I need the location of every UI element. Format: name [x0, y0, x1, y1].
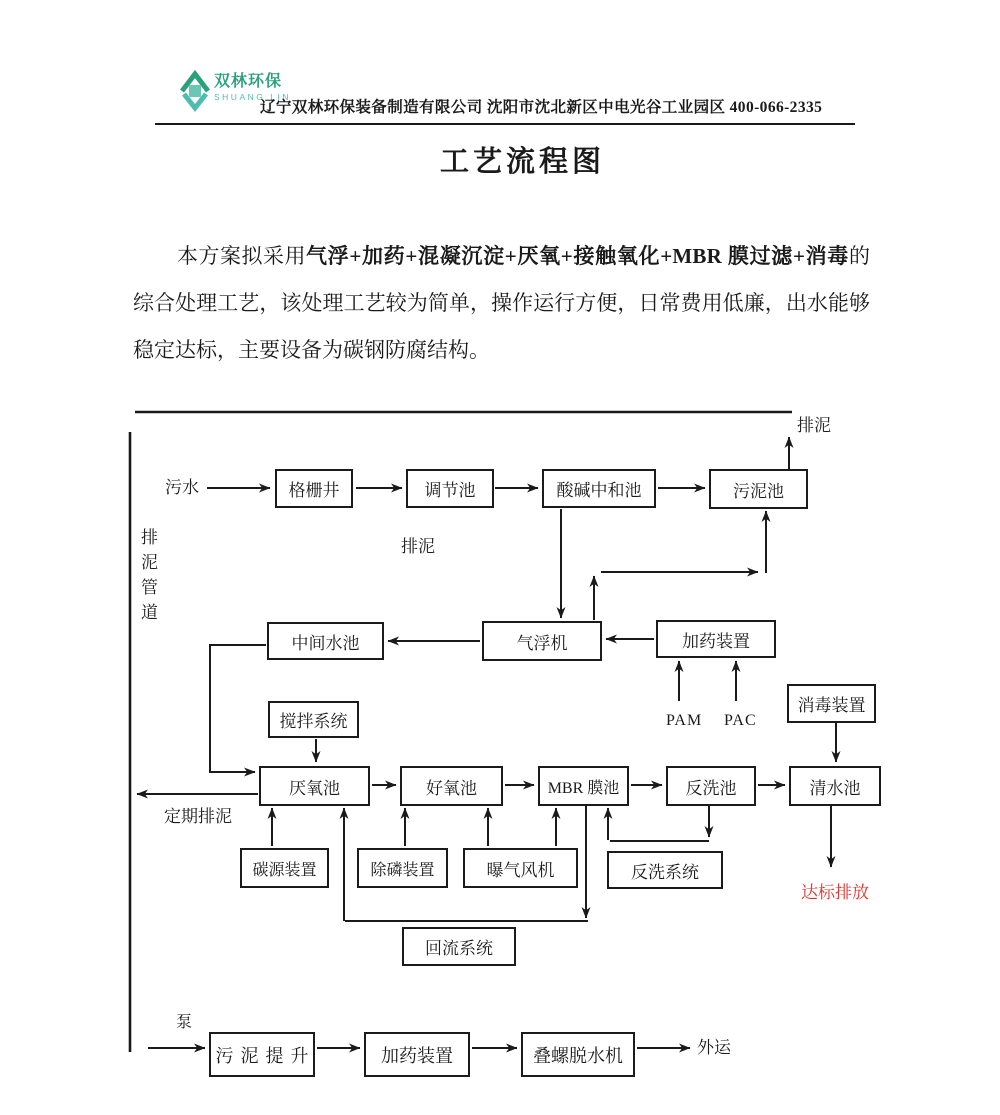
- node-backwash-system: 反洗系统: [607, 851, 723, 889]
- node-air-flotation-machine: 气浮机: [482, 621, 602, 661]
- brand-name-cn: 双林环保: [214, 73, 283, 90]
- company-contact-line: 辽宁双林环保装备制造有限公司 沈阳市沈北新区中电光谷工业园区 400-066-2335: [260, 99, 823, 116]
- node-mbr-membrane-tank: MBR 膜池: [538, 766, 629, 806]
- node-carbon-source-device: 碳源装置: [240, 848, 329, 888]
- intro-tail: 的综合处理工艺，该处理工艺较为简单，操作运行方便，日常费用低廉，出水能够稳定达标，主要设备为碳钢防腐结构。: [133, 244, 870, 362]
- node-screw-dewatering-machine: 叠螺脱水机: [521, 1032, 635, 1077]
- label-discharge: 达标排放: [801, 883, 869, 902]
- node-bar-screen-well: 格栅井: [275, 469, 353, 508]
- page-title: 工艺流程图: [439, 146, 605, 178]
- node-sludge-tank: 污泥池: [709, 469, 808, 509]
- node-dosing-device-2: 加药装置: [364, 1032, 470, 1077]
- node-reflux-system: 回流系统: [402, 927, 516, 966]
- node-backwash-tank: 反洗池: [666, 766, 756, 806]
- node-sludge-lift: 污泥提升: [209, 1032, 315, 1077]
- label-sludge-pipe: 排泥管道: [141, 528, 158, 622]
- intro-lead: 本方案拟采用: [177, 244, 306, 268]
- node-aeration-blower: 曝气风机: [463, 848, 578, 888]
- node-phosphorus-removal-device: 除磷装置: [357, 848, 448, 888]
- intro-process-chain: 气浮+加药+混凝沉淀+厌氧+接触氧化+MBR 膜过滤+消毒: [305, 244, 849, 268]
- node-mixing-system: 搅拌系统: [268, 701, 359, 738]
- label-inflow: 污水: [165, 478, 199, 497]
- node-disinfection-device: 消毒装置: [787, 684, 876, 723]
- label-sludge-out-top: 排泥: [797, 416, 831, 435]
- node-dosing-device: 加药装置: [656, 620, 776, 658]
- node-neutralization-tank: 酸碱中和池: [542, 469, 656, 508]
- label-pac: PAC: [724, 712, 757, 729]
- brand-name-en: SHUANG LIN: [214, 92, 291, 102]
- node-aerobic-tank: 好氧池: [400, 766, 503, 806]
- node-intermediate-tank: 中间水池: [267, 622, 384, 660]
- node-regulating-tank: 调节池: [406, 469, 494, 508]
- label-pump: 泵: [176, 1014, 193, 1031]
- label-periodic-sludge: 定期排泥: [164, 807, 232, 826]
- label-sludge-mid: 排泥: [401, 537, 435, 556]
- node-clean-water-tank: 清水池: [789, 766, 881, 806]
- label-outbound: 外运: [697, 1038, 731, 1057]
- label-pam: PAM: [666, 712, 703, 729]
- node-anaerobic-tank: 厌氧池: [259, 766, 370, 806]
